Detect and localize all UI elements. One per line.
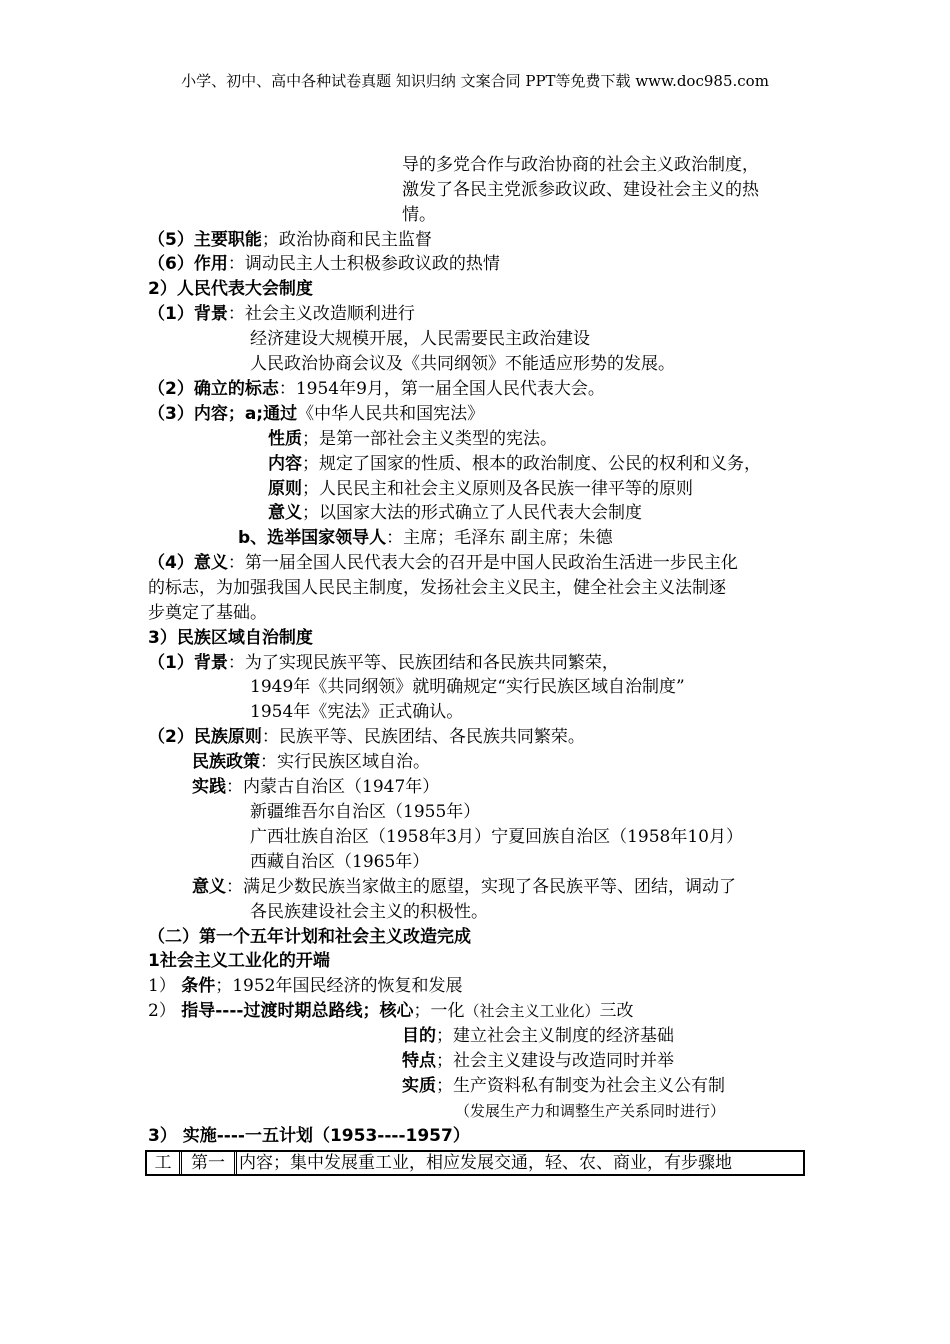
continued-line-2: 激发了各民主党派参政议政、建设社会主义的热: [402, 180, 759, 200]
plan-table-row: [145, 1150, 805, 1176]
industrial-implement: 3） 实施----一五计划（1953----1957）: [148, 1126, 470, 1146]
auto-background-3: 1954年《宪法》正式确认。: [250, 702, 464, 722]
guidance-note: （发展生产力和调整生产关系同时进行）: [455, 1102, 726, 1120]
continued-line-1: 导的多党合作与政治协商的社会主义政治制度，: [402, 155, 759, 175]
auto-principle: （2）民族原则：民族平等、民族团结、各民族共同繁荣。: [148, 727, 585, 747]
auto-practice-4: 西藏自治区（1965年）: [250, 852, 430, 872]
auto-background: （1）背景：为了实现民族平等、民族团结和各民族共同繁荣，: [148, 653, 619, 673]
auto-practice: 实践：内蒙古自治区（1947年）: [192, 777, 440, 797]
auto-significance: 意义：满足少数民族当家做主的愿望，实现了各民族平等、团结，调动了: [192, 877, 736, 897]
elect-leaders: b、选举国家领导人：主席；毛泽东 副主席；朱德: [238, 528, 613, 548]
industrial-guidance: 2） 指导----过渡时期总路线；核心；一化（社会主义工业化）三改: [148, 1001, 634, 1021]
industrial-condition: 1） 条件；1952年国民经济的恢复和发展: [148, 976, 463, 996]
const-nature: 性质；是第一部社会主义类型的宪法。: [268, 429, 557, 449]
guidance-essence: 实质；生产资料私有制变为社会主义公有制: [402, 1076, 725, 1096]
item-6: （6）作用：调动民主人士积极参政议政的热情: [148, 254, 500, 274]
table-cell-1: 工: [147, 1152, 182, 1174]
const-significance: 意义；以国家大法的形式确立了人民代表大会制度: [268, 503, 642, 523]
npc-background: （1）背景：社会主义改造顺利进行: [148, 304, 415, 324]
page-header: 小学、初中、高中各种试卷真题 知识归纳 文案合同 PPT等免费下载 www.doc985.com: [181, 72, 769, 90]
npc-background-3: 人民政治协商会议及《共同纲领》不能适应形势的发展。: [250, 354, 675, 374]
subsection-1-title: 1社会主义工业化的开端: [148, 951, 330, 971]
npc-content: （3）内容；a;通过《中华人民共和国宪法》: [148, 404, 485, 424]
continued-line-3: 情。: [402, 205, 436, 225]
npc-significance-3: 步奠定了基础。: [148, 603, 267, 623]
guidance-feature: 特点；社会主义建设与改造同时并举: [402, 1051, 674, 1071]
auto-background-2: 1949年《共同纲领》就明确规定“实行民族区域自治制度”: [250, 677, 685, 697]
item-5: （5）主要职能；政治协商和民主监督: [148, 230, 432, 250]
auto-policy: 民族政策：实行民族区域自治。: [192, 752, 430, 772]
npc-significance-2: 的标志，为加强我国人民民主制度，发扬社会主义民主，健全社会主义法制逐: [148, 578, 726, 598]
guidance-purpose: 目的；建立社会主义制度的经济基础: [402, 1026, 674, 1046]
section-2-title: （二）第一个五年计划和社会主义改造完成: [148, 927, 471, 947]
heading-autonomy: 3）民族区域自治制度: [148, 628, 313, 648]
table-cell-3: 内容；集中发展重工业，相应发展交通，轻、农、商业，有步骤地: [239, 1153, 732, 1173]
table-cell-2: 第一: [182, 1152, 237, 1174]
auto-practice-3: 广西壮族自治区（1958年3月）宁夏回族自治区（1958年10月）: [250, 827, 743, 847]
npc-establish: （2）确立的标志：1954年9月，第一届全国人民代表大会。: [148, 379, 605, 399]
npc-significance-1: （4）意义：第一届全国人民代表大会的召开是中国人民政治生活进一步民主化: [148, 553, 738, 573]
const-content: 内容；规定了国家的性质、根本的政治制度、公民的权利和义务，: [268, 454, 761, 474]
const-principle: 原则；人民民主和社会主义原则及各民族一律平等的原则: [268, 479, 693, 499]
auto-significance-2: 各民族建设社会主义的积极性。: [250, 902, 488, 922]
auto-practice-2: 新疆维吾尔自治区（1955年）: [250, 802, 481, 822]
heading-npc: 2）人民代表大会制度: [148, 279, 313, 299]
npc-background-2: 经济建设大规模开展，人民需要民主政治建设: [250, 329, 590, 349]
